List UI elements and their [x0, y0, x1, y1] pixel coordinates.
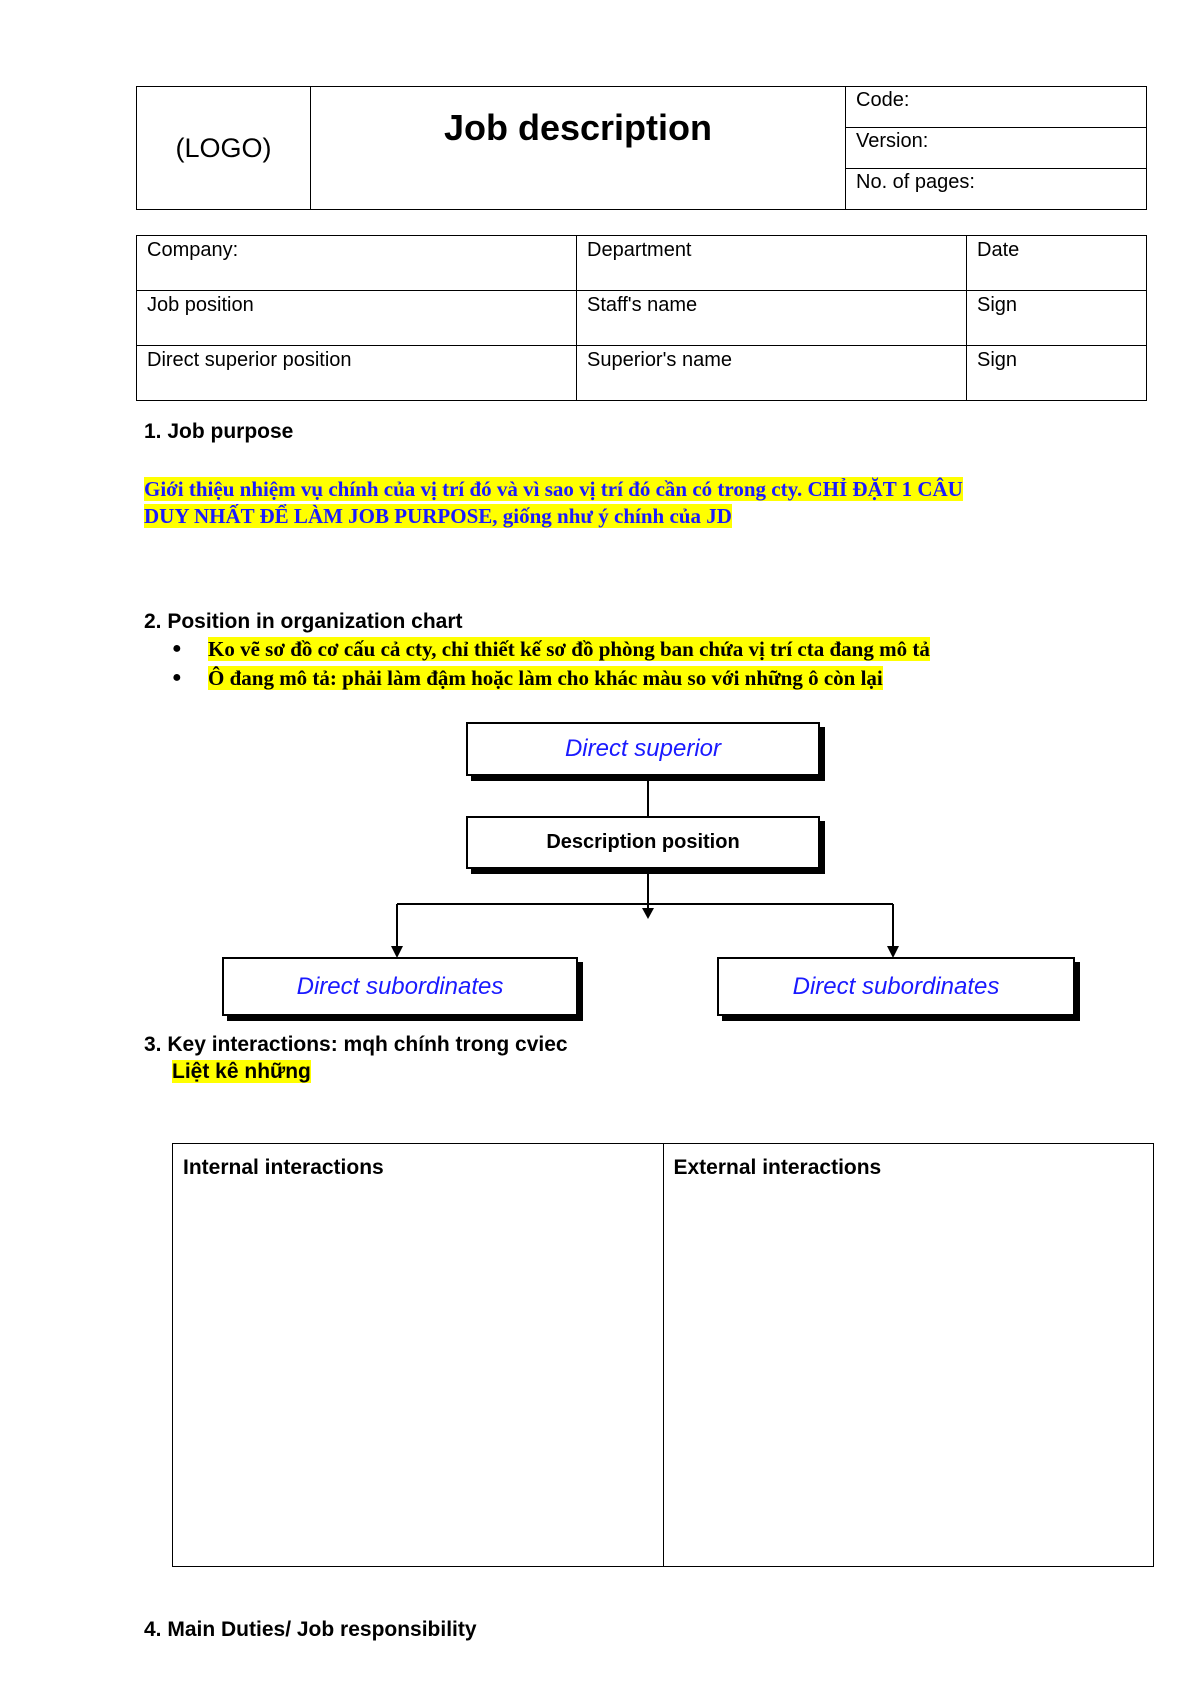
internal-interactions-cell: Internal interactions: [173, 1144, 664, 1567]
job-position-cell: Job position: [137, 291, 577, 346]
org-chart-note-2-text: Ô đang mô tả: phải làm đậm hoặc làm cho khác màu so với những ô còn lại: [208, 666, 883, 690]
section3-heading: 3. Key interactions: mqh chính trong cviec: [144, 1033, 568, 1056]
staff-sign-cell: Sign: [967, 291, 1147, 346]
branch-arrow-icon: [642, 908, 654, 919]
superior-position-cell: Direct superior position: [137, 346, 577, 401]
key-interactions-note: [172, 1060, 311, 1084]
code-label: Code:: [856, 89, 910, 111]
direct-superior-box: Direct superior: [466, 722, 820, 776]
job-purpose-note-line2: DUY NHẤT ĐỂ LÀM JOB PURPOSE, giống như ý chính của JD: [144, 504, 732, 528]
interactions-table: [172, 1143, 1154, 1567]
bullet-icon: ●: [172, 640, 182, 657]
section4-heading: 4. Main Duties/ Job responsibility: [144, 1618, 477, 1641]
external-interactions-cell: External interactions: [663, 1144, 1154, 1567]
staff-name-cell: Staff's name: [577, 291, 967, 346]
superior-name-cell: Superior's name: [577, 346, 967, 401]
description-position-box: Description position: [466, 816, 820, 869]
bullet-icon: ●: [172, 669, 182, 686]
org-chart-note-1-text: Ko vẽ sơ đồ cơ cấu cả cty, chỉ thiết kế sơ đồ phòng ban chứa vị trí cta đang mô tả: [208, 637, 930, 661]
section1-heading: 1. Job purpose: [144, 420, 294, 443]
company-cell: Company:: [137, 236, 577, 291]
subordinate-left-box: Direct subordinates: [222, 957, 578, 1016]
section2-heading: 2. Position in organization chart: [144, 610, 463, 633]
pages-label: No. of pages:: [856, 171, 975, 193]
key-interactions-note-text: Liệt kê những: [172, 1060, 311, 1083]
logo-placeholder: (LOGO): [137, 87, 311, 210]
job-purpose-note-line1: Giới thiệu nhiệm vụ chính của vị trí đó và vì sao vị trí đó cần có trong cty. CHỈ ĐẶT 1 CÂU: [144, 477, 963, 501]
document-title-text: Job description: [443, 107, 713, 148]
department-cell: Department: [577, 236, 967, 291]
version-label: Version:: [856, 130, 929, 152]
subordinate-right-box: Direct subordinates: [717, 957, 1075, 1016]
date-cell: Date: [967, 236, 1147, 291]
superior-sign-cell: Sign: [967, 346, 1147, 401]
